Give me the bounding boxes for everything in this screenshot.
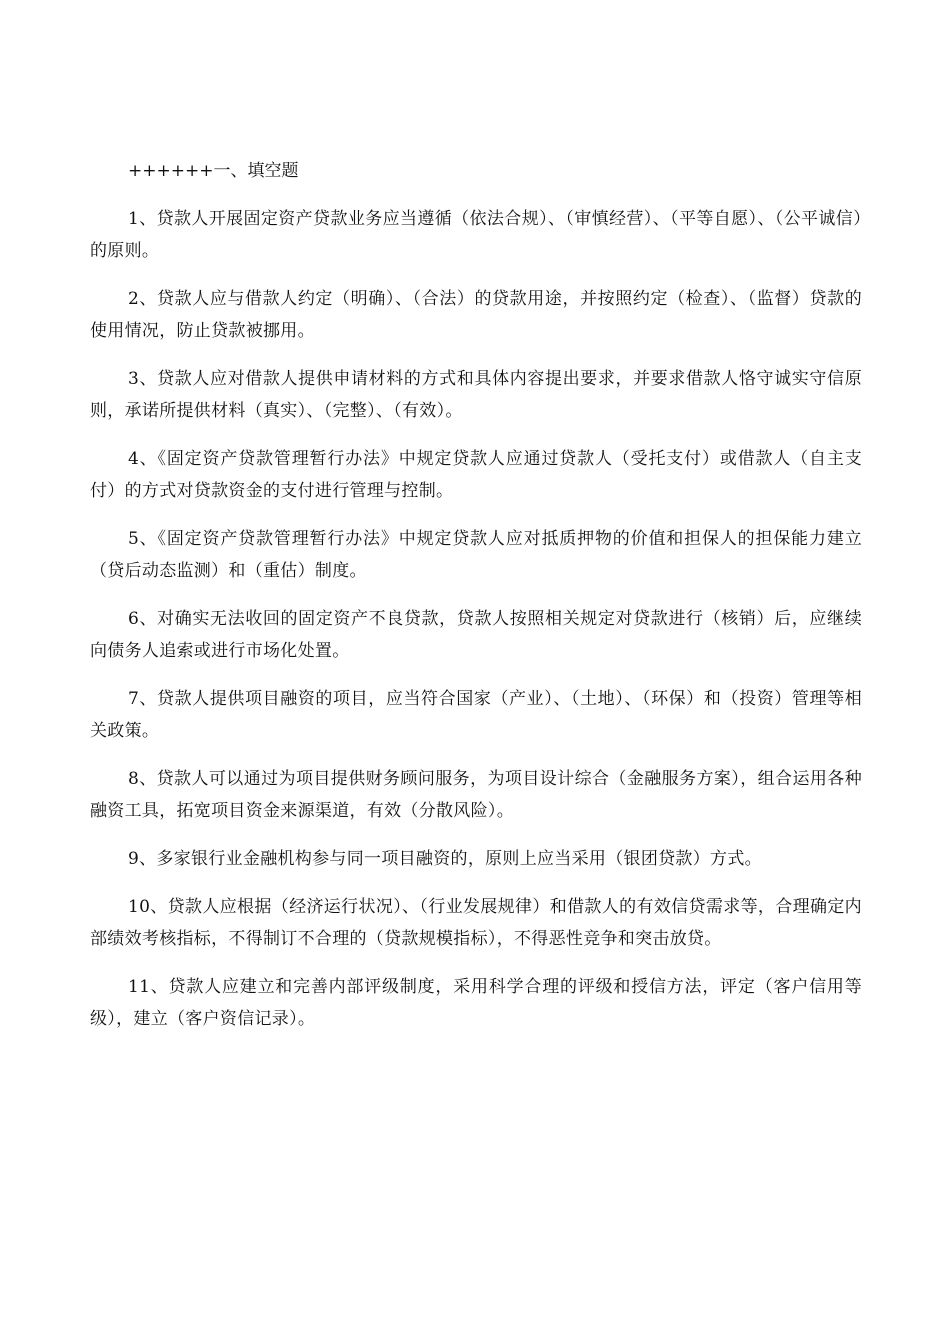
question-item-6: 6、对确实无法收回的固定资产不良贷款，贷款人按照相关规定对贷款进行（核销）后，应继续向债务人追索或进行市场化处置。	[90, 609, 862, 661]
question-item-10: 10、贷款人应根据（经济运行状况）、（行业发展规律）和借款人的有效信贷需求等，合理确定内部绩效考核指标，不得制订不合理的（贷款规模指标），不得恶性竞争和突击放贷。	[90, 897, 862, 949]
question-item-11: 11、贷款人应建立和完善内部评级制度，采用科学合理的评级和授信方法，评定（客户信用等级），建立（客户资信记录）。	[90, 977, 862, 1029]
question-item-2: 2、贷款人应与借款人约定（明确）、（合法）的贷款用途，并按照约定（检查）、（监督）贷款的使用情况，防止贷款被挪用。	[90, 289, 862, 341]
question-item-9: 9、多家银行业金融机构参与同一项目融资的，原则上应当采用（银团贷款）方式。	[128, 849, 762, 869]
section-title: ++++++一、填空题	[128, 161, 299, 181]
document-page	[90, 155, 862, 1051]
question-item-3: 3、贷款人应对借款人提供申请材料的方式和具体内容提出要求，并要求借款人恪守诚实守信原则，承诺所提供材料（真实）、（完整）、（有效）。	[90, 369, 862, 421]
question-item-1: 1、贷款人开展固定资产贷款业务应当遵循（依法合规）、（审慎经营）、（平等自愿）、（公平诚信）的原则。	[90, 209, 862, 261]
question-item-5: 5、《固定资产贷款管理暂行办法》中规定贷款人应对抵质押物的价值和担保人的担保能力建立（贷后动态监测）和（重估）制度。	[90, 529, 862, 581]
question-item-7: 7、贷款人提供项目融资的项目，应当符合国家（产业）、（土地）、（环保）和（投资）管理等相关政策。	[90, 689, 862, 741]
question-item-8: 8、贷款人可以通过为项目提供财务顾问服务，为项目设计综合（金融服务方案），组合运用各种融资工具，拓宽项目资金来源渠道，有效（分散风险）。	[90, 769, 862, 821]
question-item-4: 4、《固定资产贷款管理暂行办法》中规定贷款人应通过贷款人（受托支付）或借款人（自主支付）的方式对贷款资金的支付进行管理与控制。	[90, 449, 862, 501]
